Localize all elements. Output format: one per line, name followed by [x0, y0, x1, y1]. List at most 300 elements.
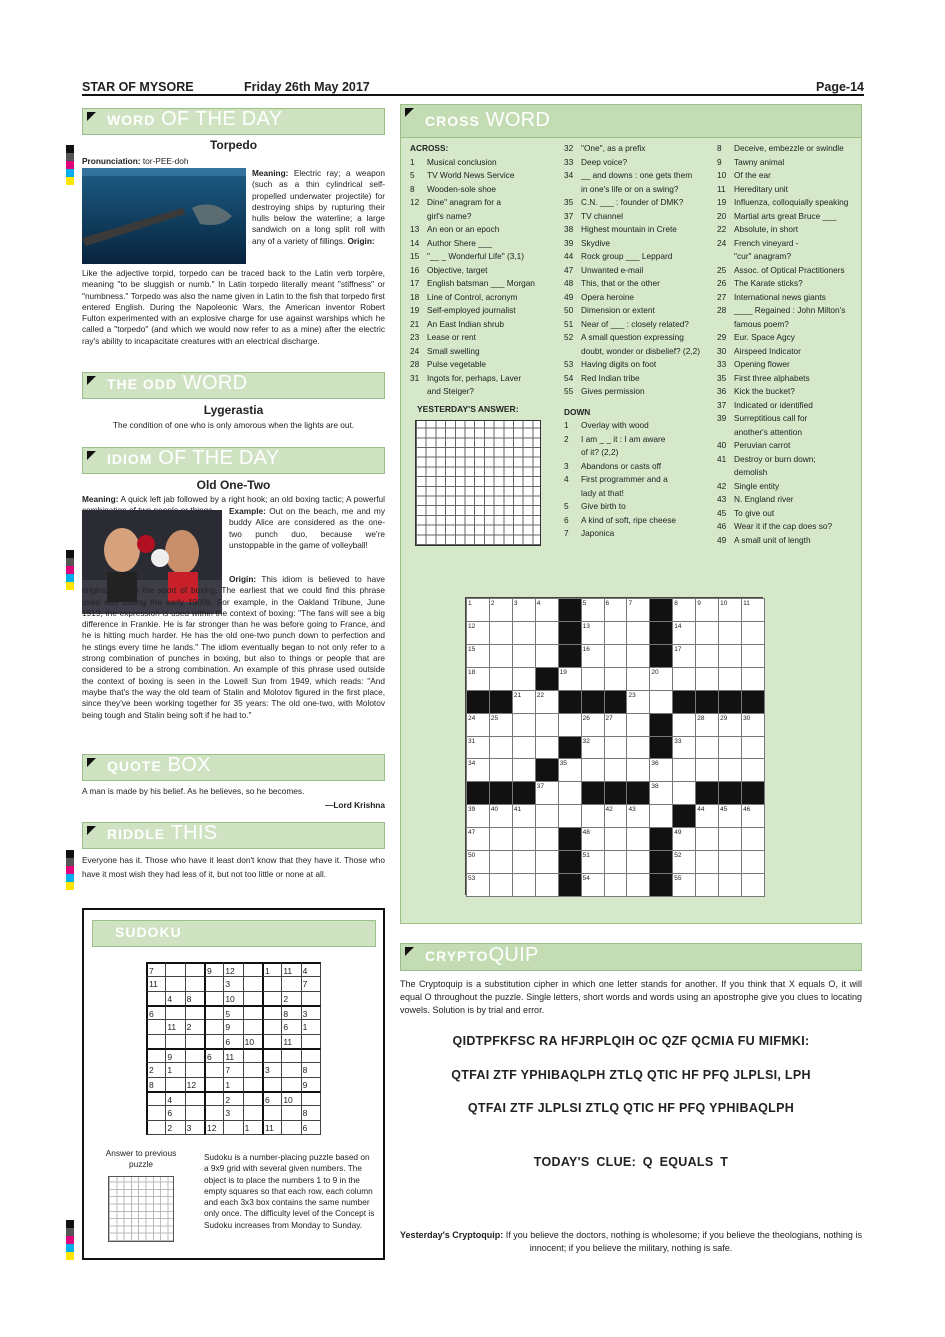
crossword-cell[interactable]: 51 — [581, 850, 605, 874]
sudoku-cell[interactable] — [281, 1077, 301, 1092]
crossword-cell[interactable]: 23 — [626, 690, 650, 714]
crossword-cell[interactable]: 12 — [466, 621, 490, 645]
crossword-cell[interactable] — [672, 713, 696, 737]
crossword-cell[interactable]: 30 — [741, 713, 765, 737]
clue-text: Kick the bucket? — [734, 386, 795, 396]
sudoku-cell[interactable]: 1 — [262, 962, 282, 977]
sudoku-cell[interactable] — [262, 1048, 282, 1063]
crossword-cell[interactable]: 22 — [535, 690, 559, 714]
crossword-cell[interactable]: 54 — [581, 873, 605, 897]
clue-number: 27 — [717, 291, 727, 302]
crossword-cell[interactable] — [626, 644, 650, 668]
crossword-cell[interactable]: 5 — [581, 598, 605, 622]
crossword-cell[interactable]: 2 — [489, 598, 513, 622]
sudoku-cell[interactable]: 6 — [281, 1019, 301, 1034]
crossword-cell[interactable] — [489, 758, 513, 782]
sudoku-cell[interactable] — [165, 1077, 185, 1092]
crossword-cell[interactable] — [604, 758, 628, 782]
sudoku-cell[interactable] — [262, 1019, 282, 1034]
sudoku-cell[interactable]: 8 — [301, 1105, 321, 1120]
sudoku-cell[interactable] — [185, 1105, 205, 1120]
odd-word: Lygerastia — [203, 403, 264, 417]
clue-number: 38 — [564, 224, 574, 234]
sudoku-cell[interactable] — [204, 1005, 224, 1020]
sudoku-cell[interactable] — [223, 1120, 243, 1135]
crossword-cell[interactable] — [535, 804, 559, 828]
crossword-cell[interactable]: 40 — [489, 804, 513, 828]
sudoku-cell[interactable]: 1 — [301, 1019, 321, 1034]
sudoku-cell[interactable] — [204, 1105, 224, 1120]
crossword-cell[interactable] — [581, 804, 605, 828]
crossword-cell[interactable] — [558, 713, 582, 737]
clue-number — [717, 426, 734, 440]
clue-number: 1 — [410, 156, 415, 167]
crossword-cell[interactable]: 29 — [718, 713, 742, 737]
sudoku-cell[interactable] — [185, 1091, 205, 1106]
sudoku-cell[interactable] — [262, 1005, 282, 1020]
clue-text: Deceive, embezzle or swindle — [734, 143, 844, 153]
crossword-cell[interactable]: 26 — [581, 713, 605, 737]
sudoku-cell[interactable] — [243, 1062, 263, 1077]
crossword-cell[interactable] — [604, 827, 628, 851]
crossword-cell[interactable] — [718, 873, 742, 897]
crossword-cell[interactable] — [695, 827, 719, 851]
sudoku-cell[interactable]: 3 — [223, 976, 243, 991]
quote-banner: QUOTE BOX — [82, 754, 385, 781]
sudoku-cell[interactable]: 3 — [262, 1062, 282, 1077]
crossword-cell[interactable]: 39 — [466, 804, 490, 828]
crossword-cell[interactable] — [512, 736, 536, 760]
clue — [717, 358, 862, 372]
clue-text: This, that or the other — [581, 278, 660, 288]
clue-text: I am _ _ it : I am aware — [581, 433, 666, 444]
sudoku-cell[interactable]: 10 — [281, 1091, 301, 1106]
crossword-block — [718, 781, 742, 805]
crossword-cell[interactable]: 44 — [695, 804, 719, 828]
sudoku-cell[interactable]: 12 — [204, 1120, 224, 1135]
crossword-cell[interactable] — [741, 873, 765, 897]
crossword-cell[interactable] — [489, 850, 513, 874]
sudoku-cell[interactable]: 7 — [301, 976, 321, 991]
crossword-cell[interactable] — [512, 621, 536, 645]
sudoku-cell[interactable]: 7 — [146, 962, 166, 977]
sudoku-cell[interactable]: 9 — [301, 1077, 321, 1092]
sudoku-cell[interactable] — [243, 962, 263, 977]
crossword-cell[interactable] — [672, 667, 696, 691]
crossword-cell[interactable] — [695, 621, 719, 645]
sudoku-cell[interactable] — [243, 1105, 263, 1120]
sudoku-cell[interactable] — [301, 991, 321, 1006]
crossword-cell[interactable]: 41 — [512, 804, 536, 828]
crossword-cell[interactable]: 24 — [466, 713, 490, 737]
sudoku-cell[interactable] — [146, 991, 166, 1006]
sudoku-cell[interactable] — [165, 1005, 185, 1020]
sudoku-cell[interactable] — [243, 1019, 263, 1034]
clue — [717, 331, 862, 345]
sudoku-cell[interactable] — [165, 976, 185, 991]
clue-text: Assoc. of Optical Practitioners — [734, 264, 845, 275]
crossword-cell[interactable] — [649, 690, 673, 714]
sudoku-cell[interactable] — [185, 1005, 205, 1020]
crossword-cell[interactable]: 33 — [672, 736, 696, 760]
crossword-cell[interactable] — [718, 621, 742, 645]
crossword-cell[interactable]: 27 — [604, 713, 628, 737]
clue-text: Rock group ___ Leppard — [581, 251, 673, 261]
clue-number: 3 — [564, 460, 569, 471]
crossword-cell[interactable] — [604, 873, 628, 897]
crossword-cell[interactable] — [604, 667, 628, 691]
sudoku-cell[interactable]: 9 — [223, 1019, 243, 1034]
sudoku-cell[interactable]: 6 — [262, 1091, 282, 1106]
crossword-cell[interactable] — [718, 827, 742, 851]
crossword-cell[interactable] — [489, 827, 513, 851]
crossword-cell[interactable] — [489, 621, 513, 645]
clue-text: Skydive — [581, 237, 611, 248]
clue-number: 49 — [717, 534, 727, 545]
crossword-cell[interactable] — [626, 713, 650, 737]
sudoku-cell[interactable]: 11 — [262, 1120, 282, 1135]
sudoku-cell[interactable] — [243, 1005, 263, 1020]
crossword-cell[interactable] — [512, 667, 536, 691]
crossword-cell[interactable] — [626, 850, 650, 874]
crossword-cell[interactable] — [649, 804, 673, 828]
sudoku-cell[interactable] — [204, 1019, 224, 1034]
sudoku-cell[interactable]: 9 — [204, 962, 224, 977]
sudoku-cell[interactable]: 3 — [185, 1120, 205, 1135]
sudoku-cell[interactable]: 1 — [243, 1120, 263, 1135]
crossword-cell[interactable]: 36 — [649, 758, 673, 782]
sudoku-cell[interactable]: 4 — [165, 991, 185, 1006]
sudoku-cell[interactable]: 8 — [281, 1005, 301, 1020]
crossword-block — [489, 781, 513, 805]
sudoku-cell[interactable]: 2 — [165, 1120, 185, 1135]
crossword-cell[interactable]: 9 — [695, 598, 719, 622]
crossword-cell[interactable]: 43 — [626, 804, 650, 828]
crossword-cell[interactable]: 42 — [604, 804, 628, 828]
crossword-cell[interactable] — [558, 781, 582, 805]
crossword-cell[interactable] — [604, 850, 628, 874]
crossword-cell[interactable]: 3 — [512, 598, 536, 622]
crossword-cell[interactable]: 21 — [512, 690, 536, 714]
sudoku-cell[interactable]: 5 — [223, 1005, 243, 1020]
clue-text: Opera heroine — [581, 291, 635, 302]
sudoku-cell[interactable] — [243, 1077, 263, 1092]
crossword-cell[interactable] — [604, 644, 628, 668]
paper-name: STAR OF MYSORE — [82, 80, 194, 94]
crossword-cell[interactable] — [695, 758, 719, 782]
crossword-cell[interactable]: 14 — [672, 621, 696, 645]
clue — [410, 331, 560, 345]
crossword-cell[interactable] — [672, 758, 696, 782]
crossword-cell[interactable]: 46 — [741, 804, 765, 828]
sudoku-cell[interactable]: 1 — [223, 1077, 243, 1092]
clue — [410, 156, 560, 170]
crossword-block — [741, 781, 765, 805]
clue-text: Wear it if the cap does so? — [734, 521, 833, 531]
crossword-cell[interactable] — [718, 850, 742, 874]
crossword-cell[interactable]: 25 — [489, 713, 513, 737]
sudoku-cell[interactable] — [204, 1062, 224, 1077]
clue — [717, 412, 862, 426]
sudoku-cell[interactable]: 8 — [146, 1077, 166, 1092]
crossword-cell[interactable]: 31 — [466, 736, 490, 760]
crossword-cell[interactable] — [512, 713, 536, 737]
sudoku-cell[interactable] — [185, 962, 205, 977]
sudoku-cell[interactable] — [243, 1091, 263, 1106]
sudoku-cell[interactable] — [301, 1091, 321, 1106]
crossword-cell[interactable] — [581, 667, 605, 691]
crossword-cell[interactable] — [626, 621, 650, 645]
crossword-cell[interactable] — [741, 736, 765, 760]
crossword-cell[interactable] — [718, 667, 742, 691]
crossword-cell[interactable] — [558, 804, 582, 828]
crossword-cell[interactable]: 49 — [672, 827, 696, 851]
sudoku-cell[interactable]: 2 — [146, 1062, 166, 1077]
crossword-cell[interactable]: 47 — [466, 827, 490, 851]
crossword-cell[interactable] — [695, 850, 719, 874]
crossword-cell[interactable] — [489, 873, 513, 897]
clue-text: "One", as a prefix — [581, 143, 646, 153]
crossword-cell[interactable]: 35 — [558, 758, 582, 782]
crossword-cell[interactable] — [535, 713, 559, 737]
crossword-cell[interactable]: 45 — [718, 804, 742, 828]
crossword-cell[interactable]: 15 — [466, 644, 490, 668]
sudoku-cell[interactable] — [301, 1048, 321, 1063]
crossword-cell[interactable] — [489, 644, 513, 668]
crossword-cell[interactable]: 16 — [581, 644, 605, 668]
sudoku-cell[interactable]: 11 — [165, 1019, 185, 1034]
clue — [717, 304, 862, 318]
across-label: ACROSS: — [410, 143, 449, 153]
sudoku-cell[interactable] — [243, 976, 263, 991]
crossword-cell[interactable]: 1 — [466, 598, 490, 622]
crossword-cell[interactable] — [718, 758, 742, 782]
crossword-cell[interactable] — [535, 644, 559, 668]
sudoku-cell[interactable]: 7 — [223, 1062, 243, 1077]
crossword-cell[interactable] — [741, 644, 765, 668]
cryptoquip-yesterday: Yesterday's Cryptoquip: If you believe the doctors, nothing is wholesome; if you believe the theologians, nothing is innocent; if you believe the military, nothing is safe. — [400, 1230, 862, 1253]
crossword-cell[interactable]: 11 — [741, 598, 765, 622]
sudoku-cell[interactable] — [165, 1034, 185, 1049]
crossword-cell[interactable] — [626, 873, 650, 897]
crossword-cell[interactable] — [489, 667, 513, 691]
crossword-cell[interactable]: 10 — [718, 598, 742, 622]
sudoku-cell[interactable] — [185, 1062, 205, 1077]
crossword-cell[interactable] — [741, 758, 765, 782]
sudoku-cell[interactable] — [204, 1034, 224, 1049]
crossword-cell[interactable] — [535, 827, 559, 851]
sudoku-cell[interactable]: 6 — [165, 1105, 185, 1120]
sudoku-cell[interactable] — [185, 1034, 205, 1049]
crossword-cell[interactable]: 32 — [581, 736, 605, 760]
crossword-block — [466, 781, 490, 805]
clue — [717, 520, 862, 534]
sudoku-cell[interactable]: 8 — [301, 1062, 321, 1077]
sudoku-cell[interactable]: 3 — [223, 1105, 243, 1120]
sudoku-cell[interactable]: 10 — [243, 1034, 263, 1049]
sudoku-cell[interactable] — [281, 1105, 301, 1120]
sudoku-cell[interactable]: 9 — [165, 1048, 185, 1063]
sudoku-cell[interactable] — [204, 991, 224, 1006]
sudoku-cell[interactable] — [146, 1034, 166, 1049]
crossword-cell[interactable] — [512, 758, 536, 782]
crossword-cell[interactable] — [604, 621, 628, 645]
crossword-cell[interactable] — [626, 667, 650, 691]
sudoku-cell[interactable] — [146, 1048, 166, 1063]
sudoku-cell[interactable] — [204, 976, 224, 991]
sudoku-cell[interactable]: 2 — [185, 1019, 205, 1034]
clue — [564, 196, 714, 210]
wotd-banner: WORD OF THE DAY — [82, 108, 385, 135]
clue-text: ____ Regained : John Milton's — [734, 305, 846, 315]
sudoku-cell[interactable]: 12 — [223, 962, 243, 977]
sudoku-cell[interactable]: 6 — [223, 1034, 243, 1049]
sudoku-cell[interactable] — [165, 962, 185, 977]
clue-text: another's attention — [734, 426, 803, 437]
sudoku-cell[interactable] — [281, 1062, 301, 1077]
crossword-cell[interactable] — [626, 758, 650, 782]
clue-text: Ingots for, perhaps, Laver — [427, 372, 522, 383]
sudoku-cell[interactable] — [281, 1120, 301, 1135]
clue-number: 19 — [410, 305, 420, 315]
sudoku-cell[interactable]: 8 — [185, 991, 205, 1006]
clue-text: An eon or an epoch — [427, 224, 500, 234]
sudoku-cell[interactable]: 11 — [223, 1048, 243, 1063]
crossword-cell[interactable]: 7 — [626, 598, 650, 622]
crossword-cell[interactable]: 4 — [535, 598, 559, 622]
crossword-cell[interactable]: 17 — [672, 644, 696, 668]
sudoku-cell[interactable]: 11 — [281, 962, 301, 977]
sudoku-cell[interactable] — [146, 1105, 166, 1120]
crossword-cell[interactable]: 53 — [466, 873, 490, 897]
crossword-cell[interactable] — [695, 667, 719, 691]
sudoku-cell[interactable]: 6 — [301, 1120, 321, 1135]
crossword-cell[interactable]: 13 — [581, 621, 605, 645]
crossword-cell[interactable]: 6 — [604, 598, 628, 622]
sudoku-cell[interactable] — [301, 1034, 321, 1049]
sudoku-cell[interactable]: 12 — [185, 1077, 205, 1092]
sudoku-cell[interactable] — [262, 976, 282, 991]
sudoku-cell[interactable] — [185, 1048, 205, 1063]
crossword-cell[interactable] — [535, 621, 559, 645]
sudoku-cell[interactable] — [243, 1048, 263, 1063]
yesterday-grid — [415, 420, 541, 546]
crossword-cell[interactable] — [626, 827, 650, 851]
sudoku-cell[interactable] — [146, 1019, 166, 1034]
sudoku-cell[interactable]: 11 — [281, 1034, 301, 1049]
crossword-cell[interactable] — [489, 736, 513, 760]
sudoku-cell[interactable] — [262, 1034, 282, 1049]
crossword-cell[interactable] — [512, 827, 536, 851]
crossword-cell[interactable] — [626, 736, 650, 760]
clue-number: 35 — [717, 372, 727, 383]
sudoku-cell[interactable]: 1 — [165, 1062, 185, 1077]
sudoku-cell[interactable]: 2 — [281, 991, 301, 1006]
crossword-cell[interactable]: 48 — [581, 827, 605, 851]
crossword-cell[interactable] — [695, 736, 719, 760]
crossword-block — [672, 690, 696, 714]
crossword-cell[interactable] — [741, 667, 765, 691]
sudoku-cell[interactable] — [146, 1120, 166, 1135]
sudoku-cell[interactable] — [185, 976, 205, 991]
crossword-block — [649, 644, 673, 668]
crossword-cell[interactable]: 52 — [672, 850, 696, 874]
sudoku-cell[interactable] — [204, 1077, 224, 1092]
sudoku-cell[interactable] — [281, 976, 301, 991]
sudoku-cell[interactable] — [281, 1048, 301, 1063]
sudoku-cell[interactable]: 3 — [301, 1005, 321, 1020]
down-clues — [717, 142, 862, 547]
sudoku-cell[interactable] — [204, 1091, 224, 1106]
crossword-cell[interactable]: 20 — [649, 667, 673, 691]
crossword-cell[interactable]: 34 — [466, 758, 490, 782]
crossword-cell[interactable] — [535, 736, 559, 760]
clue-number: 31 — [410, 372, 420, 383]
crossword-cell[interactable] — [718, 736, 742, 760]
crossword-cell[interactable]: 18 — [466, 667, 490, 691]
crossword-cell[interactable]: 55 — [672, 873, 696, 897]
crossword-cell[interactable] — [695, 644, 719, 668]
sudoku-cell[interactable]: 6 — [204, 1048, 224, 1063]
crossword-block — [558, 644, 582, 668]
sudoku-grid — [146, 962, 320, 1134]
crossword-cell[interactable]: 38 — [649, 781, 673, 805]
crossword-cell[interactable] — [512, 644, 536, 668]
crossword-cell[interactable] — [535, 850, 559, 874]
sudoku-cell[interactable]: 4 — [165, 1091, 185, 1106]
sudoku-cell[interactable]: 11 — [146, 976, 166, 991]
sudoku-cell[interactable] — [262, 991, 282, 1006]
crossword-cell[interactable]: 19 — [558, 667, 582, 691]
crossword-cell[interactable]: 8 — [672, 598, 696, 622]
clue-text: Having digits on foot — [581, 359, 657, 369]
sudoku-cell[interactable] — [262, 1077, 282, 1092]
clue — [717, 372, 862, 386]
sudoku-cell[interactable] — [262, 1105, 282, 1120]
crossword-cell[interactable] — [695, 873, 719, 897]
sudoku-cell[interactable]: 10 — [223, 991, 243, 1006]
clue — [564, 446, 714, 460]
crossword-block — [649, 598, 673, 622]
clue — [410, 385, 560, 399]
clue-number: 24 — [717, 237, 727, 248]
crossword-cell[interactable] — [604, 736, 628, 760]
sudoku-cell[interactable] — [243, 991, 263, 1006]
clue — [717, 142, 862, 156]
crossword-cell[interactable] — [512, 873, 536, 897]
crossword-cell[interactable] — [741, 827, 765, 851]
crossword-cell[interactable] — [535, 873, 559, 897]
crossword-cell[interactable] — [672, 781, 696, 805]
clue — [564, 250, 714, 264]
crossword-block — [741, 690, 765, 714]
clue-number: 21 — [410, 318, 420, 329]
clue — [564, 419, 714, 433]
clue — [410, 291, 560, 305]
crossword-cell[interactable] — [512, 850, 536, 874]
sudoku-cell[interactable]: 6 — [146, 1005, 166, 1020]
sudoku-cell[interactable]: 2 — [223, 1091, 243, 1106]
crossword-cell[interactable]: 37 — [535, 781, 559, 805]
crossword-cell[interactable]: 28 — [695, 713, 719, 737]
crossword-cell[interactable] — [741, 621, 765, 645]
crossword-cell[interactable]: 50 — [466, 850, 490, 874]
crossword-cell[interactable] — [581, 758, 605, 782]
crossword-cell[interactable] — [718, 644, 742, 668]
sudoku-cell[interactable]: 4 — [301, 962, 321, 977]
crossword-cell[interactable] — [741, 850, 765, 874]
sudoku-cell[interactable] — [146, 1091, 166, 1106]
